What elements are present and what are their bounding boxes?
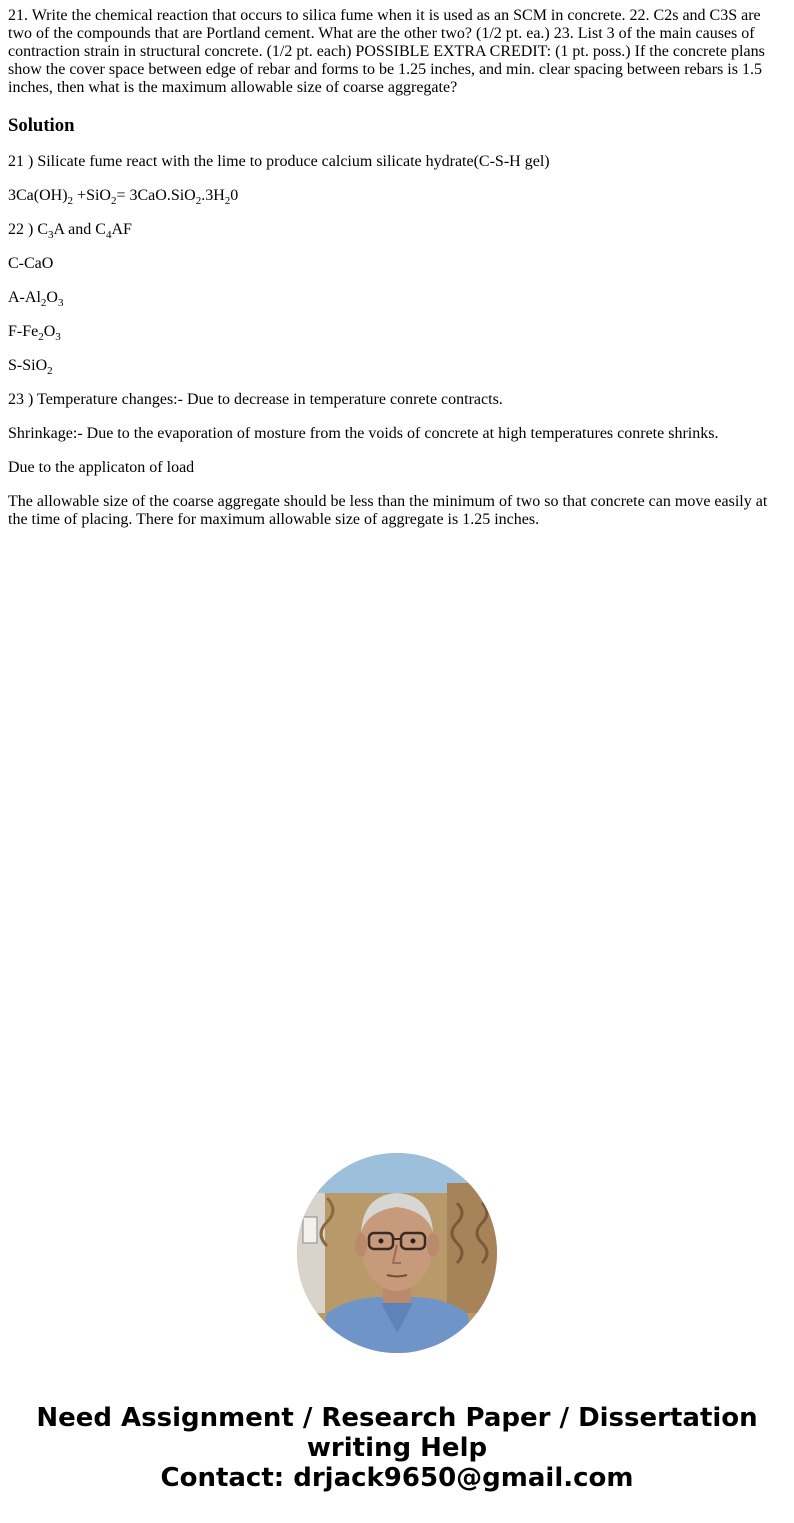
compound-f: $F-Fe_2O_3$: [8, 323, 61, 343]
tutor-avatar: [297, 1153, 497, 1353]
answer-23-load: Due to the applicaton of load: [8, 459, 195, 476]
compound-a: $A-Al_2O_3$: [8, 289, 64, 309]
answer-23-temperature: 23 ) Temperature changes:- Due to decrease in temperature conrete contracts.: [8, 391, 503, 408]
extra-credit-answer: The allowable size of the coarse aggregate should be less than the minimum of two so that concrete can move easily at the time of placing. There for maximum allowable size of aggregate is 1.25 inches.: [8, 493, 768, 528]
compound-s: S-SiO$_2$: [8, 357, 53, 377]
answer-23-shrinkage: Shrinkage:- Due to the evaporation of mosture from the voids of concrete at high temperatures conrete shrinks.: [8, 425, 719, 442]
promo-line-1: Need Assignment / Research Paper / Dissertation: [36, 1403, 758, 1433]
tutor-photo: [297, 1153, 497, 1353]
question-text: 21. Write the chemical reaction that occurs to silica fume when it is used as an SCM in concrete. 22. C2s and C3S are two of the compounds that are Portland cement. What are the other two? (1/2 pt. ea.) 23. List 3 of the main causes of contraction strain in structural concrete. (1/2 pt. each) POSSIBLE EXTRA CREDIT: (1 pt. poss.) If the concrete plans show the cover space between edge of rebar and forms to be 1.25 inches, and min. clear spacing between rebars is 1.5 inches, then what is the maximum allowable size of coarse aggregate?: [8, 7, 765, 96]
answer-22: 22 ) $C_3A$ and $C_4AF$: [8, 221, 132, 241]
solution-heading: Solution: [8, 115, 75, 136]
answer-21: 21 ) Silicate fume react with the lime to produce calcium silicate hydrate(C-S-H gel): [8, 153, 550, 170]
document-body: [8, 7, 778, 545]
reaction-equation: $3Ca(OH)_2 +SiO_2= 3CaO.SiO_2.3H_20$: [8, 187, 239, 207]
promo-banner: [0, 1403, 794, 1493]
promo-line-2: writing Help: [306, 1433, 488, 1463]
compound-c: C-CaO: [8, 255, 54, 272]
promo-contact: Contact: drjack9650@gmail.com: [160, 1463, 634, 1493]
